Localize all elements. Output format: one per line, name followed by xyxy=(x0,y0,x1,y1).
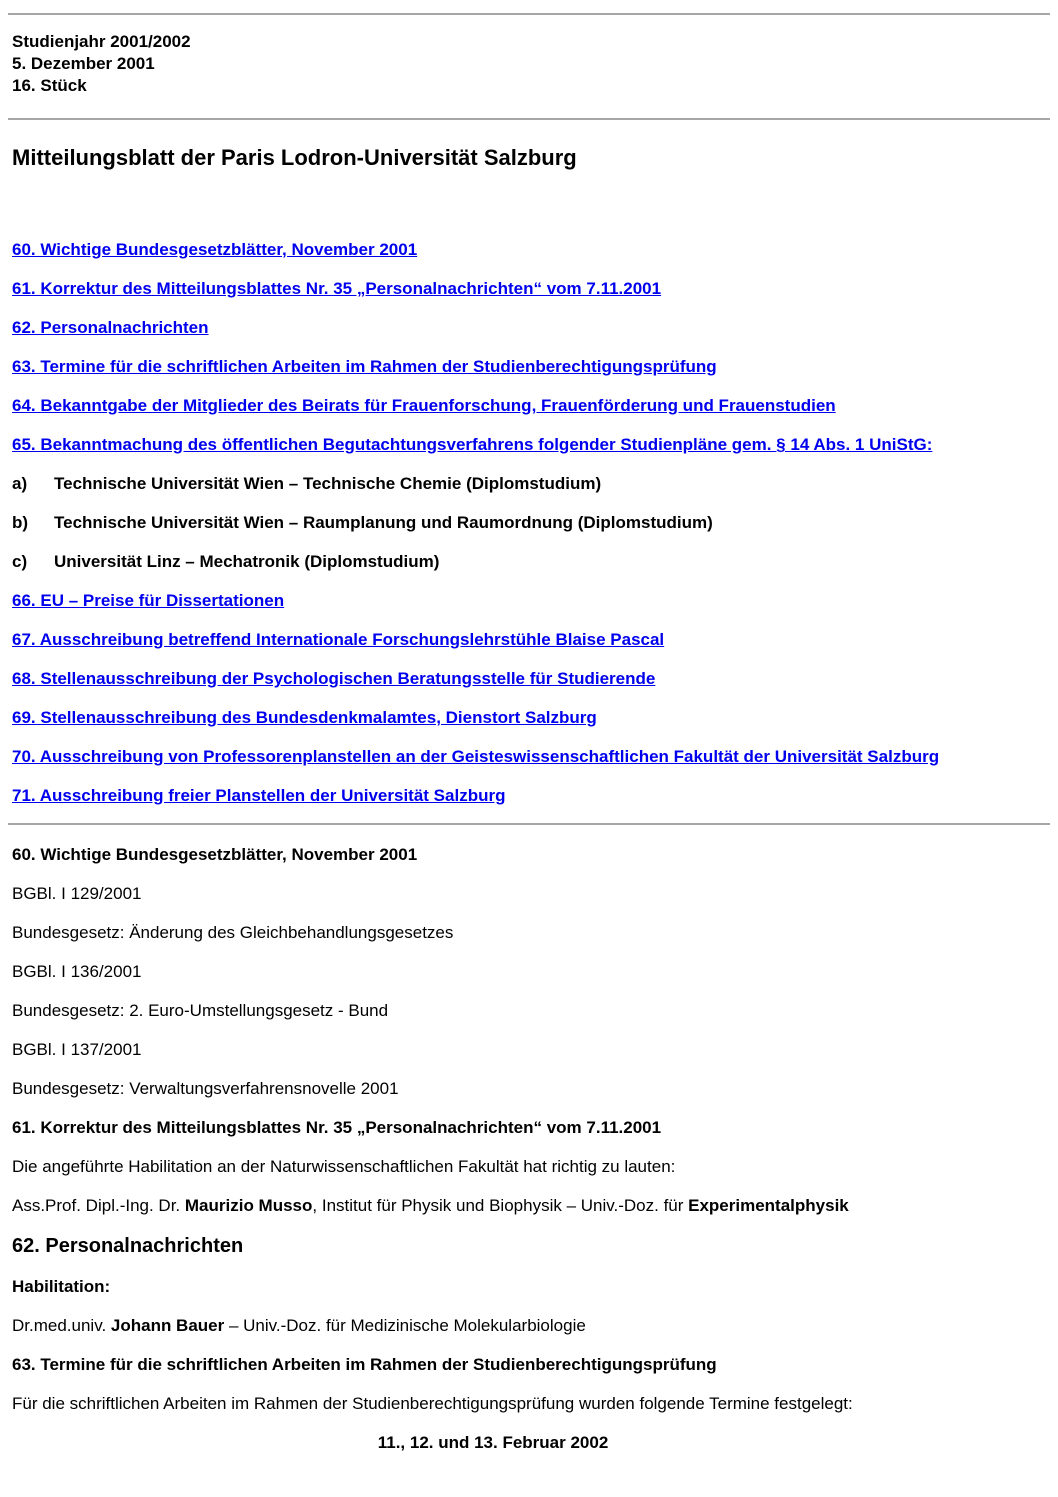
toc-link-60[interactable]: 60. Wichtige Bundesgesetzblätter, November 2001 xyxy=(12,240,418,259)
bundesgesetz-description: Bundesgesetz: 2. Euro-Umstellungsgesetz - Bund xyxy=(12,1001,389,1020)
entry-middle: , Institut für Physik und Biophysik – Univ.-Doz. für xyxy=(312,1196,689,1215)
bundesgesetz-description: Bundesgesetz: Änderung des Gleichbehandlungsgesetzes xyxy=(12,923,454,942)
bundesgesetz-description: Bundesgesetz: Verwaltungsverfahrensnovelle 2001 xyxy=(12,1079,399,1098)
issue-number-line: 16. Stück xyxy=(12,76,87,95)
toc-link-61[interactable]: 61. Korrektur des Mitteilungsblattes Nr. 35 „Personalnachrichten“ vom 7.11.2001 xyxy=(12,279,662,298)
entry-prefix: Ass.Prof. Dipl.-Ing. Dr. xyxy=(12,1196,185,1215)
habilitation-entry-bauer xyxy=(12,1314,1046,1337)
study-plan-item-c xyxy=(12,550,1046,573)
section-60 xyxy=(12,843,1046,1100)
issue-header xyxy=(12,31,1046,97)
bgbl-number: BGBl. I 136/2001 xyxy=(12,962,142,981)
horizontal-rule-top xyxy=(8,13,1050,15)
table-of-contents xyxy=(12,238,1046,807)
issue-date-line: 5. Dezember 2001 xyxy=(12,54,155,73)
section-61-heading: 61. Korrektur des Mitteilungsblattes Nr. 35 „Personalnachrichten“ vom 7.11.2001 xyxy=(12,1118,662,1137)
list-marker: c) xyxy=(12,552,28,571)
habilitation-subheading: Habilitation: xyxy=(12,1277,111,1296)
toc-link-64[interactable]: 64. Bekanntgabe der Mitglieder des Beirats für Frauenforschung, Frauenförderung und Frauenstudien xyxy=(12,396,836,415)
study-plan-text: Technische Universität Wien – Raumplanung und Raumordnung (Diplomstudium) xyxy=(54,513,713,532)
entry-prefix: Dr.med.univ. xyxy=(12,1316,111,1335)
person-name: Johann Bauer xyxy=(110,1316,225,1335)
correction-intro: Die angeführte Habilitation an der Naturwissenschaftlichen Fakultät hat richtig zu lauten: xyxy=(12,1157,676,1176)
toc-link-66[interactable]: 66. EU – Preise für Dissertationen xyxy=(12,591,285,610)
toc-link-71[interactable]: 71. Ausschreibung freier Planstellen der Universität Salzburg xyxy=(12,786,506,805)
page-title: Mitteilungsblatt der Paris Lodron-Universität Salzburg xyxy=(12,145,577,170)
toc-link-69[interactable]: 69. Stellenausschreibung des Bundesdenkmalamtes, Dienstort Salzburg xyxy=(12,708,597,727)
section-61 xyxy=(12,1116,1046,1217)
subject-name: Experimentalphysik xyxy=(688,1196,849,1215)
section-63 xyxy=(12,1353,1046,1454)
toc-link-62[interactable]: 62. Personalnachrichten xyxy=(12,318,209,337)
toc-link-70[interactable]: 70. Ausschreibung von Professorenplanstellen an der Geisteswissenschaftlichen Fakultät der Universität Salzburg xyxy=(12,747,940,766)
list-marker: b) xyxy=(12,513,29,532)
study-plan-item-b xyxy=(12,511,1046,534)
study-plan-item-a xyxy=(12,472,1046,495)
entry-suffix: – Univ.-Doz. für Medizinische Molekularbiologie xyxy=(224,1316,586,1335)
list-marker: a) xyxy=(12,474,28,493)
horizontal-rule-after-header xyxy=(8,118,1050,120)
habilitation-entry-musso xyxy=(12,1194,1046,1217)
study-plan-text: Technische Universität Wien – Technische Chemie (Diplomstudium) xyxy=(54,474,602,493)
toc-link-67[interactable]: 67. Ausschreibung betreffend Internationale Forschungslehrstühle Blaise Pascal xyxy=(12,630,665,649)
section-62-heading: 62. Personalnachrichten xyxy=(12,1235,244,1257)
termine-intro: Für die schriftlichen Arbeiten im Rahmen der Studienberechtigungsprüfung wurden folgende Termine festgelegt: xyxy=(12,1394,853,1413)
section-63-heading: 63. Termine für die schriftlichen Arbeiten im Rahmen der Studienberechtigungsprüfung xyxy=(12,1355,717,1374)
toc-link-68[interactable]: 68. Stellenausschreibung der Psychologischen Beratungsstelle für Studierende xyxy=(12,669,656,688)
section-62 xyxy=(12,1233,1046,1337)
study-plan-text: Universität Linz – Mechatronik (Diplomstudium) xyxy=(54,552,440,571)
person-name: Maurizio Musso xyxy=(184,1196,313,1215)
studienjahr-line: Studienjahr 2001/2002 xyxy=(12,32,191,51)
toc-link-63[interactable]: 63. Termine für die schriftlichen Arbeiten im Rahmen der Studienberechtigungsprüfung xyxy=(12,357,717,376)
section-60-heading: 60. Wichtige Bundesgesetzblätter, November 2001 xyxy=(12,845,418,864)
toc-link-65[interactable]: 65. Bekanntmachung des öffentlichen Begutachtungsverfahrens folgender Studienpläne gem. § 14 Abs. 1 UniStG: xyxy=(12,435,933,454)
exam-dates: 11., 12. und 13. Februar 2002 xyxy=(377,1433,609,1452)
bgbl-number: BGBl. I 137/2001 xyxy=(12,1040,142,1059)
bgbl-number: BGBl. I 129/2001 xyxy=(12,884,142,903)
horizontal-rule-after-toc xyxy=(8,823,1050,825)
